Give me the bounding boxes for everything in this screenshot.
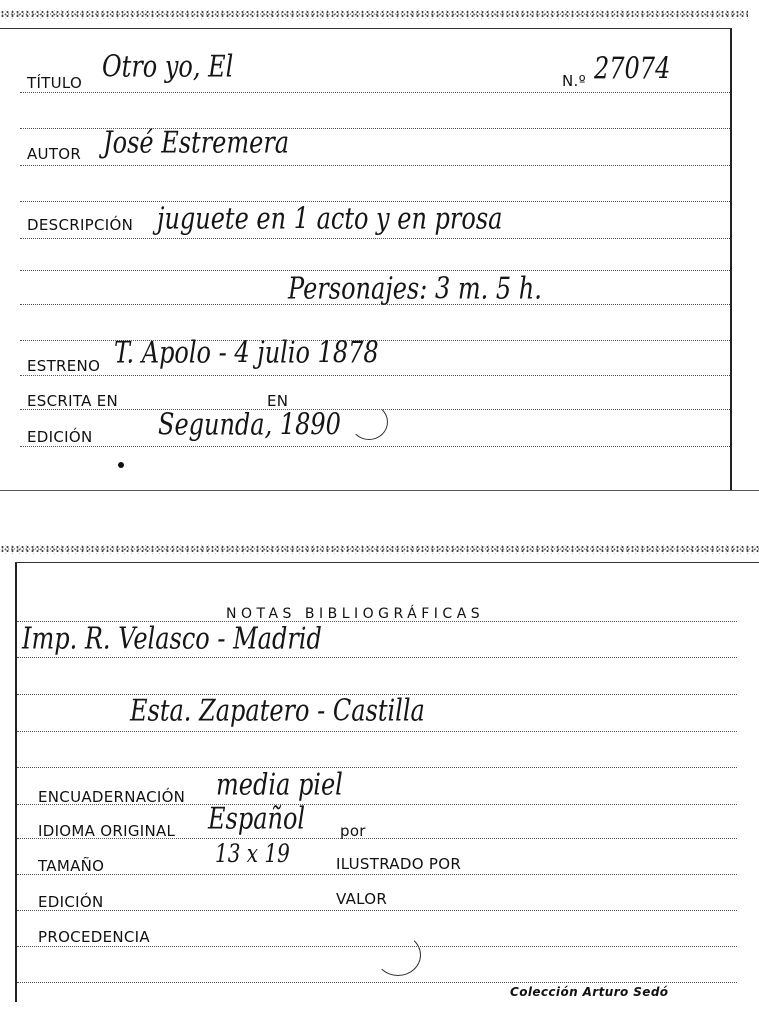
- tamano-label: TAMAÑO: [38, 857, 105, 875]
- numero-label: N.º: [562, 72, 586, 90]
- rule-line: [17, 657, 737, 658]
- rule-line: [17, 731, 737, 732]
- coleccion-credit: Colección Arturo Sedó: [510, 985, 669, 999]
- edicion-label-bottom: EDICIÓN: [38, 893, 104, 911]
- rule-line: [17, 874, 737, 875]
- personajes-value: Personajes: 3 m. 5 h.: [288, 271, 542, 306]
- rule-line: [17, 982, 737, 983]
- note-line-1: Imp. R. Velasco - Madrid: [22, 621, 322, 656]
- stamp-mark: [350, 404, 388, 440]
- ink-dot: [118, 462, 124, 468]
- top-card-right-border: [730, 28, 732, 490]
- rule-line: [20, 165, 730, 166]
- estreno-label: ESTRENO: [27, 357, 101, 375]
- top-card-top-border: [0, 28, 732, 29]
- top-card-torn-edge: [0, 10, 748, 19]
- escrita-en-label: ESCRITA EN: [27, 392, 119, 410]
- rule-line: [17, 767, 737, 768]
- idioma-value: Español: [208, 801, 306, 836]
- valor-label: VALOR: [336, 890, 388, 908]
- rule-line: [20, 446, 730, 447]
- bottom-card-torn-edge: [0, 545, 759, 554]
- note-line-2: Esta. Zapatero - Castilla: [130, 693, 425, 728]
- rule-line: [20, 238, 730, 239]
- notas-heading: NOTAS BIBLIOGRÁFICAS: [226, 606, 485, 622]
- top-card-bottom-border: [0, 490, 759, 491]
- numero-value: 27074: [594, 51, 671, 86]
- en-label: EN: [267, 392, 289, 410]
- bottom-card-top-border: [15, 562, 759, 563]
- rule-line: [20, 92, 730, 93]
- por-label: por: [340, 822, 366, 840]
- idioma-label: IDIOMA ORIGINAL: [38, 822, 176, 840]
- descripcion-value: juguete en 1 acto y en prosa: [157, 201, 503, 236]
- autor-label: AUTOR: [27, 145, 82, 163]
- stamp-mark: [375, 934, 421, 976]
- rule-line: [17, 910, 737, 911]
- tamano-value: 13 x 19: [215, 838, 290, 868]
- bottom-card-left-border: [15, 562, 17, 1002]
- descripcion-label: DESCRIPCIÓN: [27, 216, 134, 234]
- titulo-label: TÍTULO: [27, 74, 83, 92]
- rule-line: [20, 375, 730, 376]
- encuadernacion-label: ENCUADERNACIÓN: [38, 788, 186, 806]
- ilustrado-label: ILUSTRADO POR: [336, 855, 462, 873]
- estreno-value: T. Apolo - 4 julio 1878: [114, 335, 379, 370]
- edicion-label: EDICIÓN: [27, 428, 93, 446]
- autor-value: José Estremera: [103, 125, 290, 160]
- edicion-value: Segunda, 1890: [158, 407, 341, 442]
- encuadernacion-value: media piel: [216, 767, 343, 802]
- procedencia-label: PROCEDENCIA: [38, 928, 150, 946]
- titulo-value: Otro yo, El: [102, 49, 234, 84]
